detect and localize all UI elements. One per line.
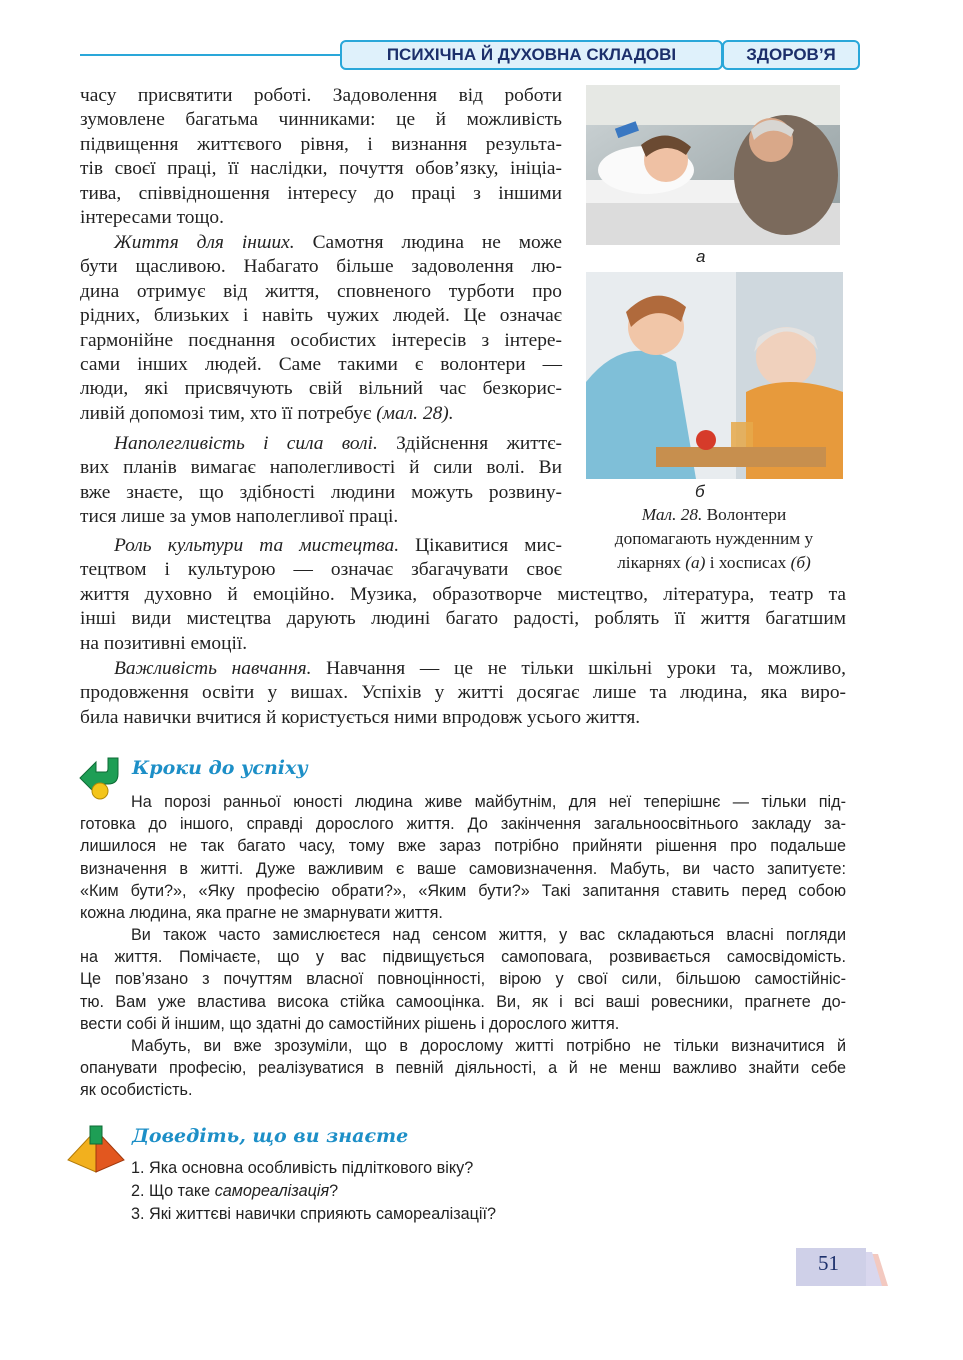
pyramid-icon xyxy=(66,1124,126,1176)
term: Роль культури та мистецтва. xyxy=(114,535,400,556)
text-line: часу присвятити роботі. Задоволення від роботи xyxy=(80,85,562,106)
text-line: гармонійне поєднання особистих інтересів з інтере- xyxy=(80,329,562,351)
page-number-tab xyxy=(796,1248,888,1286)
text-line: бути щасливою. Набагато більше задоволення лю- xyxy=(80,256,562,278)
steps-paragraph-2 xyxy=(80,924,846,1035)
text-line: На порозі ранньої юності людина живе майбутнім, для неї теперішнє — тільки під- xyxy=(131,793,846,811)
caption-line: Мал. 28. Волонтери xyxy=(641,505,787,524)
text-line: вести собі й іншим, що здатні до самостійних рішень і дорослого життя. xyxy=(80,1014,620,1033)
term: Наполегливість і сила волі. xyxy=(114,433,378,454)
text-line: визначення в житті. Дуже важливим є ваше самовизначення. Мабуть, ви часто запитуєте: xyxy=(80,859,846,878)
text-line: кожна людина, яка прагне не змарнувати життя. xyxy=(80,903,443,922)
text-line: тися лише за умов наполегливої праці. xyxy=(80,506,399,528)
text-line: опанувати професію, реалізуватися в певній діяльності, а й не менш важливо знайти себе xyxy=(80,1059,846,1078)
text-line: тецтвом і культурою — означає збагачувати своє xyxy=(80,559,562,581)
text-line: як особистість. xyxy=(80,1081,193,1100)
caption-ref: Мал. 28. xyxy=(641,505,703,524)
text-line: рідних, близьких і навіть чужих людей. Це означає xyxy=(80,305,562,327)
text-line: Важливість навчання. Навчання — це не тільки шкільні уроки та, можливо, xyxy=(114,658,846,679)
text-line: інші види мистецтва дарують людині багато радості, роблять її життя багатшим xyxy=(80,608,846,630)
term: Важливість навчання. xyxy=(114,658,312,679)
text-line: життя духовно й емоційно. Музика, образотворче мистецтво, література, театр та xyxy=(80,584,846,605)
text-line: Ви також часто замислюєтеся над сенсом життя, у вас складаються власні погляди xyxy=(131,926,846,944)
text-line: вих планів вимагає наполегливості й сили волі. Ви xyxy=(80,457,562,479)
term: самореалізація xyxy=(214,1182,330,1200)
photo-a-label: а xyxy=(696,247,706,266)
text-line: тю. Вам уже властива висока стійка самооцінка. Ви, як і всі ваші ровесники, прагнете до- xyxy=(80,992,846,1011)
prove-title: Доведіть, що ви знаєте xyxy=(132,1125,409,1147)
photo-hospital-volunteer xyxy=(586,85,840,245)
text-line: підвищення життєвого рівня, і визнання результа- xyxy=(80,133,562,155)
steps-title: Кроки до успіху xyxy=(132,757,308,779)
text-line: тива, співвідношення інтересу до праці з іншими xyxy=(80,182,562,204)
figure-caption xyxy=(585,503,843,575)
text-line: Це пов’язано з почуттям власної повноцінності, вірою у свої сили, більшою самостійніс- xyxy=(80,970,846,989)
steps-paragraph-1 xyxy=(80,791,846,924)
photo-b-label: б xyxy=(695,482,705,501)
caption-line: допомагають нужденним у xyxy=(614,529,814,548)
text-line: Мабуть, ви вже зрозуміли, що в дорослому житті потрібно не тільки визначитися й xyxy=(131,1037,846,1055)
header-section: ПСИХІЧНА Й ДУХОВНА СКЛАДОВІ xyxy=(340,40,723,70)
photo-a-illustration xyxy=(586,85,840,245)
caption-line: лікарнях (а) і хосписах (б) xyxy=(617,553,811,572)
header-topic: ЗДОРОВ’Я xyxy=(722,40,860,70)
header-rule xyxy=(80,54,342,56)
text-line: била навички вчитися й користується ними впродовж усього життя. xyxy=(80,706,641,728)
page-number: 51 xyxy=(818,1251,839,1275)
text-line: сами інших людей. Саме такими є волонтери — xyxy=(80,353,562,375)
paragraph-culture-wide xyxy=(80,583,846,656)
text-line: Життя для інших. Самотня людина не може xyxy=(114,232,562,253)
text-line: зумовлене багатьма чинниками: це й можливість xyxy=(80,109,562,131)
text-line: інтересами тощо. xyxy=(80,206,224,228)
paragraph-life-for-others xyxy=(80,231,562,426)
text-line: лишилося не так багато часу, тому вже зараз потрібно прийняти рішення про подальше xyxy=(80,837,846,856)
paragraph-study xyxy=(80,657,846,730)
text-line: продовження освіти у вишах. Успіхів у житті досягає лише та людина, яка виро- xyxy=(80,682,846,704)
question-2: 2. Що таке самореалізація? xyxy=(131,1182,339,1200)
text-line: ливій допомозі тим, хто її потребує (мал. 28). xyxy=(80,402,454,424)
paragraph-culture xyxy=(80,534,562,583)
text-line: Роль культури та мистецтва. Цікавитися мис- xyxy=(114,535,562,556)
paragraph-work xyxy=(80,84,562,230)
photo-b-illustration xyxy=(586,272,843,479)
steps-paragraph-3 xyxy=(80,1035,846,1102)
text-line: на позитивні емоції. xyxy=(80,632,248,654)
text-line: тів своєї праці, її наслідки, почуття обов’язку, ініціа- xyxy=(80,158,562,180)
question-1: 1. Яка основна особливість підліткового віку? xyxy=(131,1159,474,1177)
text-line: Наполегливість і сила волі. Здійснення життє- xyxy=(114,433,562,454)
text-line: дина отримує від життя, сповненого турботи про xyxy=(80,280,562,302)
text-line: вже знаєте, що здібності людини можуть розвину- xyxy=(80,481,562,503)
figure-ref: (мал. 28). xyxy=(376,402,454,424)
text-line: «Ким бути?», «Яку професію обрати?», «Яким бути?» Такі запитання ставить перед собою xyxy=(80,881,846,900)
text-line: люди, які присвячують свій вільний час безкорис- xyxy=(80,378,562,400)
text-line: на життя. Помічаєте, що у вас підвищується самоповага, розвивається самосвідомість. xyxy=(80,948,846,967)
question-3: 3. Які життєві навички сприяють самореалізації? xyxy=(131,1205,497,1223)
paragraph-will xyxy=(80,432,562,530)
text-line: готовка до іншого, справді дорослого життя. До закінчення загальноосвітнього закладу за- xyxy=(80,815,846,834)
photo-hospice-volunteer xyxy=(586,272,843,479)
term: Життя для інших. xyxy=(114,232,295,253)
